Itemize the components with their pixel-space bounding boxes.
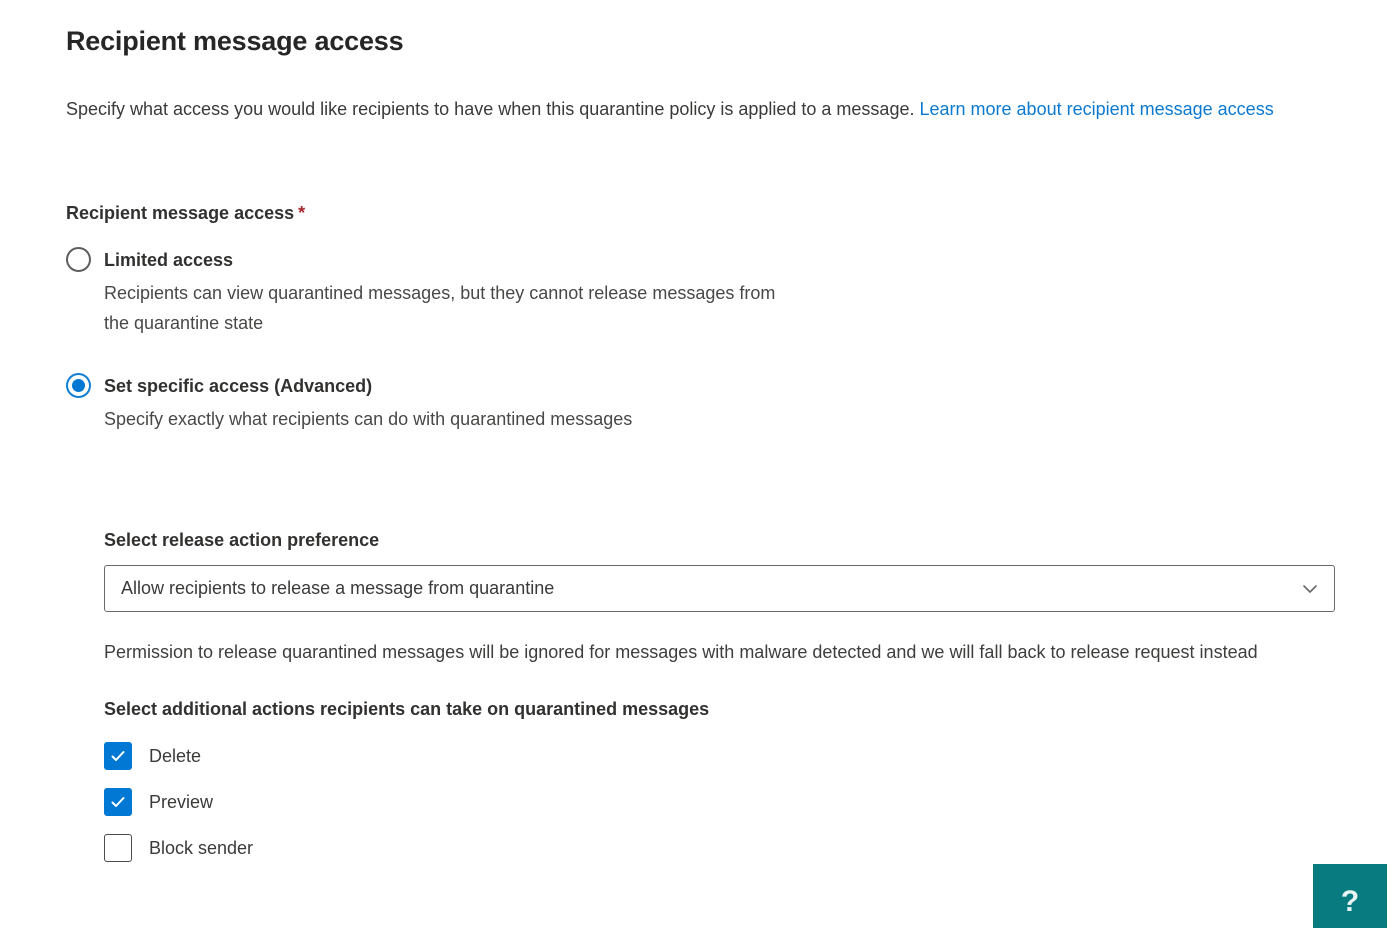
help-button[interactable] <box>1313 864 1387 928</box>
release-permission-note: Permission to release quarantined messages will be ignored for messages with malware detected and we will fall back to release request instead <box>104 642 1258 662</box>
checkbox-row-block-sender[interactable] <box>104 834 1335 862</box>
radio-button-icon[interactable] <box>66 373 91 398</box>
required-asterisk: * <box>298 203 306 223</box>
checkmark-icon <box>109 793 127 811</box>
checkbox-row-preview[interactable] <box>104 788 1335 816</box>
release-preference-label: Select release action preference <box>104 530 380 550</box>
checkbox-label: Block sender <box>149 837 254 858</box>
checkbox-icon[interactable] <box>104 788 132 816</box>
advanced-access-subsection <box>104 530 1335 862</box>
radio-option-label: Set specific access (Advanced) <box>104 376 373 396</box>
access-field-label: Recipient message access * <box>66 203 306 223</box>
checkbox-label: Preview <box>149 791 214 812</box>
radio-option-description: Specify exactly what recipients can do with quarantined messages <box>104 409 633 429</box>
question-mark-icon: ? <box>1340 885 1360 918</box>
checkbox-label: Delete <box>149 745 202 766</box>
additional-actions-label: Select additional actions recipients can take on quarantined messages <box>104 699 710 719</box>
page-description-text: Specify what access you would like recipients to have when this quarantine policy is applied to a message. <box>66 99 915 119</box>
radio-option-limited-access[interactable] <box>66 248 1397 338</box>
checkbox-row-delete[interactable] <box>104 742 1335 770</box>
learn-more-link[interactable]: Learn more about recipient message access <box>919 99 1274 119</box>
checkmark-icon <box>109 747 127 765</box>
release-action-dropdown-value: Allow recipients to release a message from quarantine <box>121 578 555 598</box>
chevron-down-icon <box>1300 579 1320 599</box>
checkbox-icon[interactable] <box>104 742 132 770</box>
radio-option-label: Limited access <box>104 250 234 270</box>
page-description <box>66 95 1336 123</box>
radio-button-icon[interactable] <box>66 247 91 272</box>
radio-option-set-specific-access[interactable] <box>66 374 1397 434</box>
checkbox-icon[interactable] <box>104 834 132 862</box>
radio-option-description: Recipients can view quarantined messages, but they cannot release messages from the quarantine state <box>104 283 776 333</box>
release-action-dropdown[interactable] <box>104 565 1335 612</box>
page-title: Recipient message access <box>66 26 404 56</box>
